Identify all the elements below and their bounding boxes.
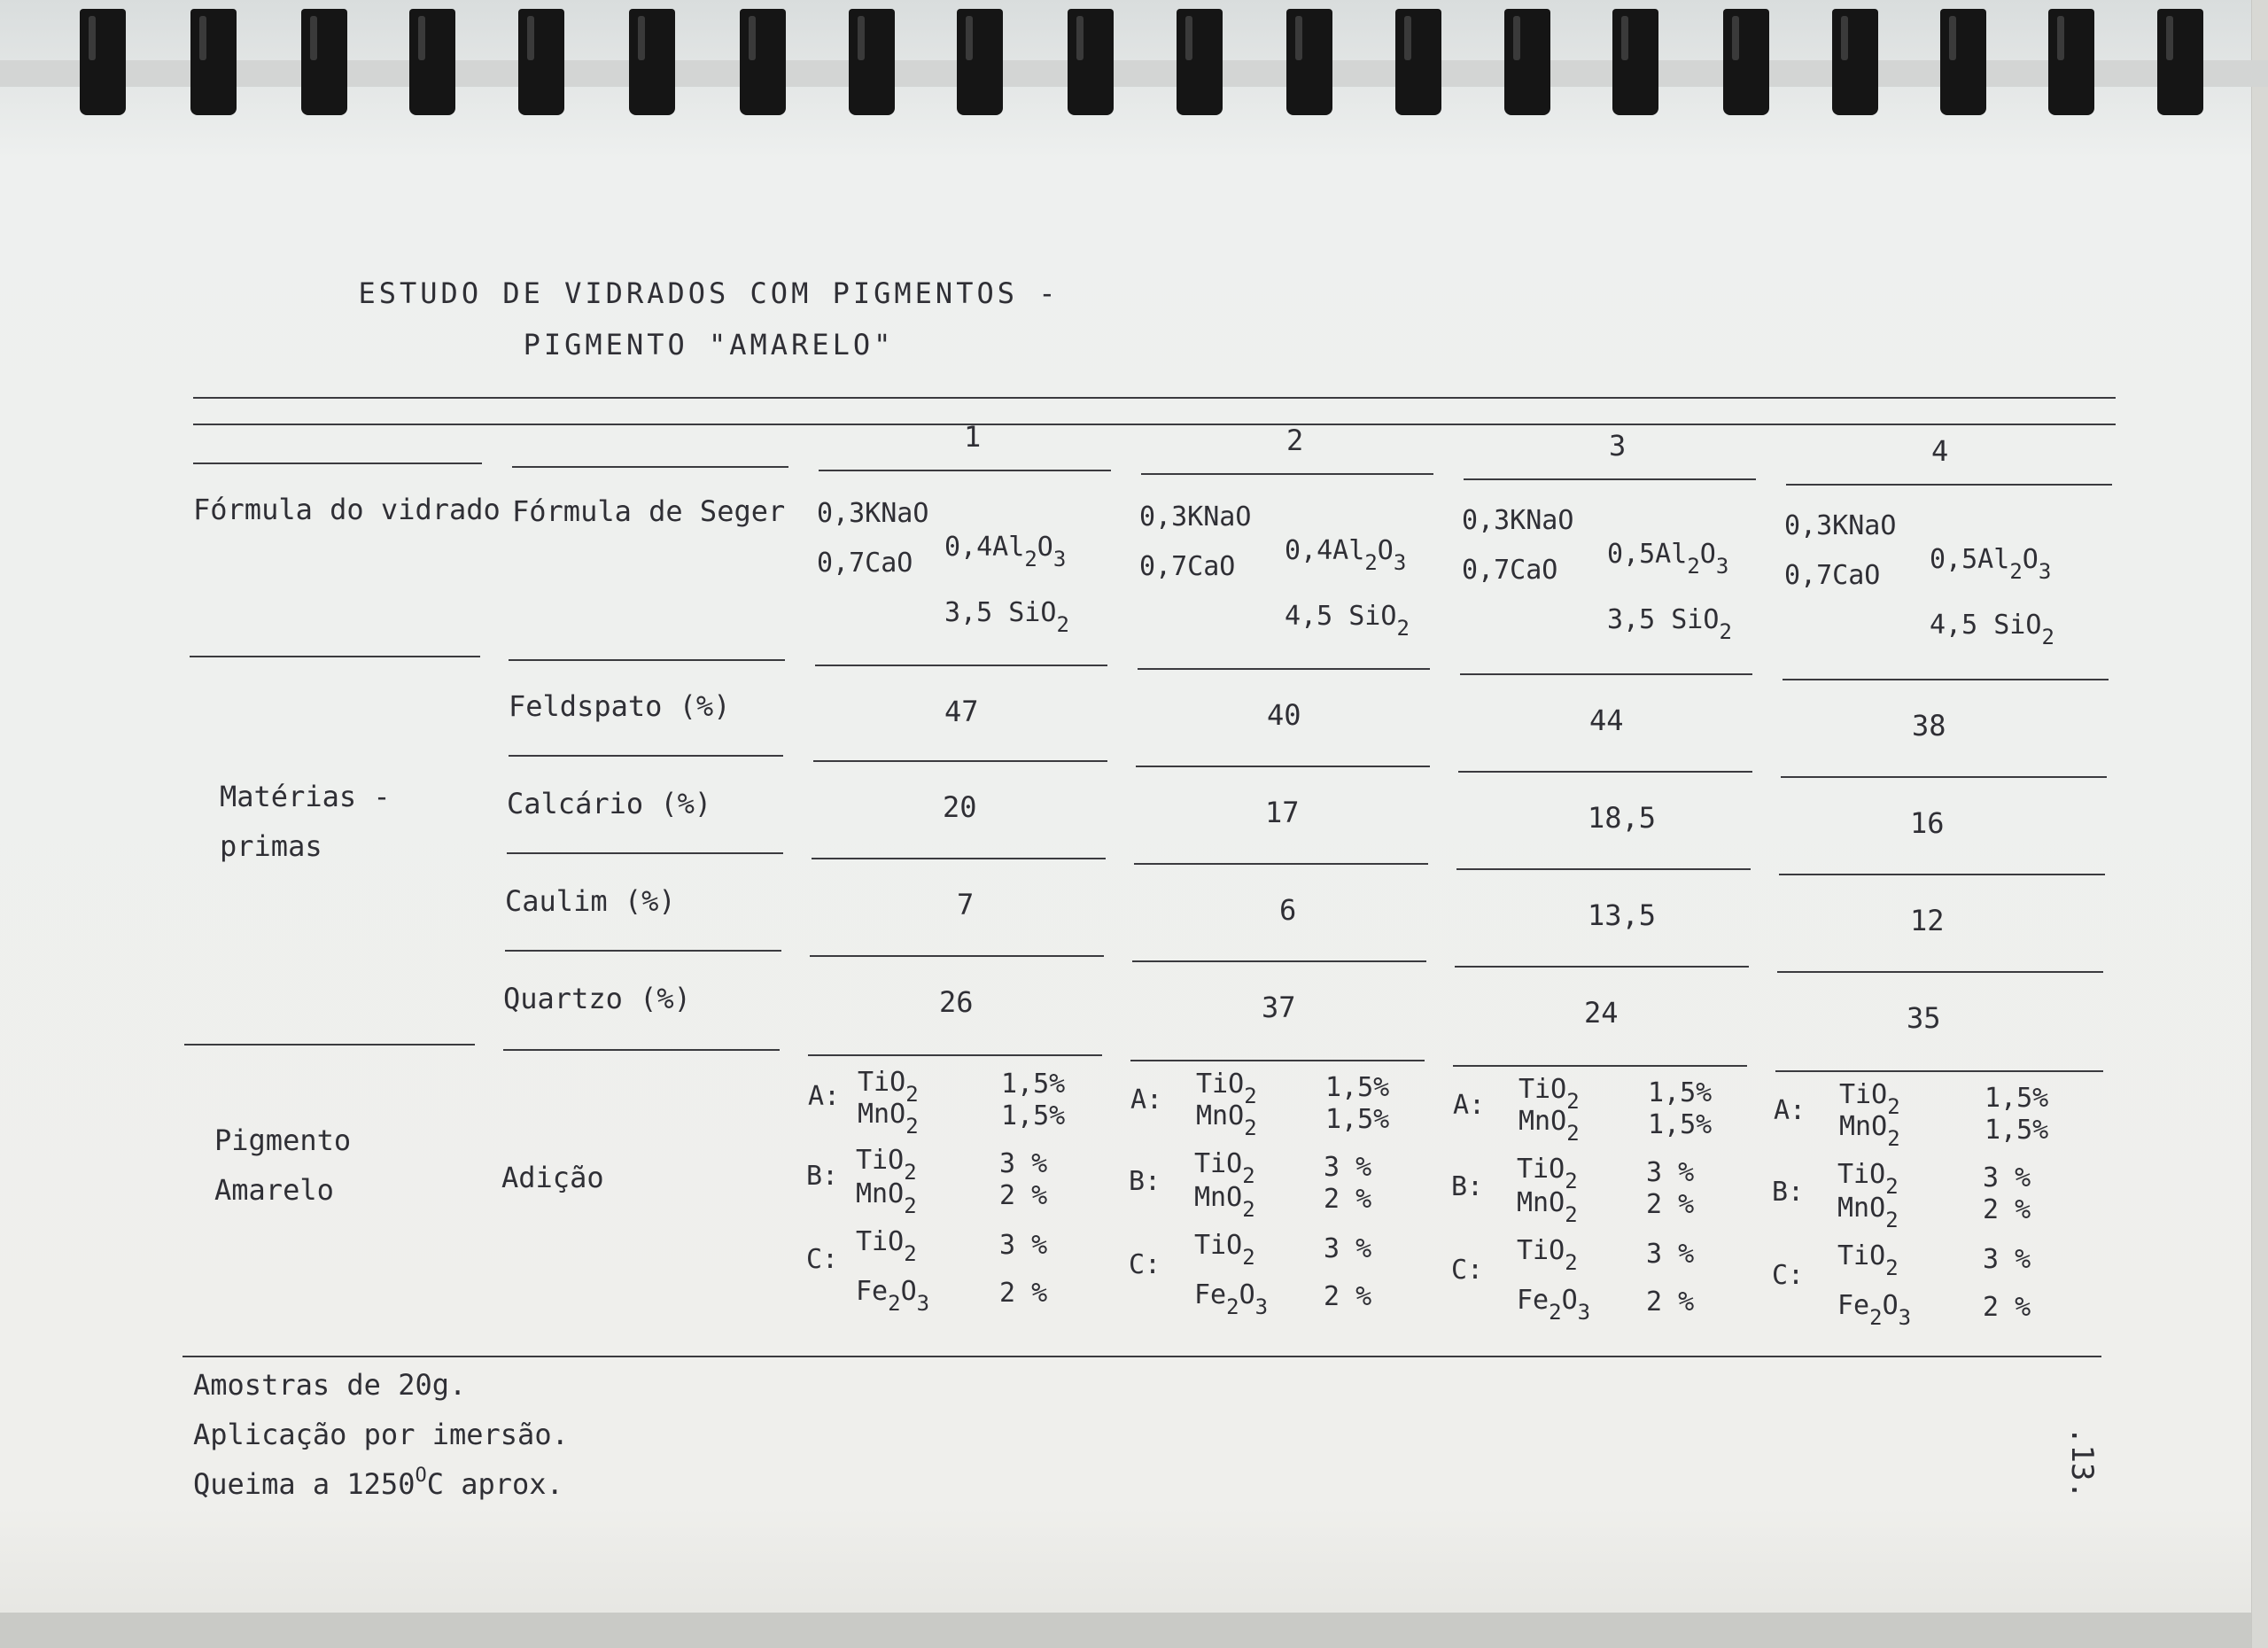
adicao-c-label-1: C: bbox=[806, 1244, 839, 1275]
adicao-c-label-4: C: bbox=[1772, 1260, 1805, 1291]
calcario-4: 16 bbox=[1910, 806, 1945, 840]
header-rule bbox=[512, 466, 788, 468]
note-queima: Queima a $1250^OC$ aprox. bbox=[193, 1465, 563, 1501]
section-rule bbox=[808, 1054, 1102, 1056]
adicao-b-mn-pct-3: 2 % bbox=[1646, 1189, 1695, 1220]
seger-al-3: $0,5Al_2O_3$ bbox=[1607, 539, 1729, 579]
adicao-a-ti-pct-4: 1,5% bbox=[1984, 1083, 2049, 1114]
adicao-a-mn-2: MnO$_2$ bbox=[1196, 1100, 1257, 1140]
row-rule bbox=[505, 950, 781, 952]
column-header-2: 2 bbox=[1286, 424, 1304, 457]
adicao-b-mn-2: MnO$_2$ bbox=[1194, 1182, 1255, 1222]
binding-ring bbox=[1723, 9, 1769, 115]
row-rule bbox=[815, 665, 1107, 666]
adicao-b-mn-3: MnO$_2$ bbox=[1517, 1187, 1578, 1227]
calcario-3: 18,5 bbox=[1588, 801, 1657, 835]
seger-al-4: $0,5Al_2O_3$ bbox=[1930, 544, 2052, 584]
label-formula-vidrado: Fórmula do vidrado bbox=[193, 493, 501, 526]
adicao-c-fe-pct-4: 2 % bbox=[1983, 1292, 2031, 1323]
row-rule bbox=[1134, 863, 1428, 865]
section-rule bbox=[1453, 1065, 1747, 1067]
seger-kna-1: 0,3KNaO bbox=[817, 498, 929, 529]
row-rule bbox=[813, 760, 1107, 762]
adicao-b-label-1: B: bbox=[806, 1161, 839, 1192]
adicao-a-mn-1: MnO$_2$ bbox=[858, 1099, 919, 1139]
adicao-a-mn-pct-2: 1,5% bbox=[1325, 1104, 1390, 1135]
row-rule bbox=[1777, 971, 2103, 973]
row-rule bbox=[812, 858, 1106, 859]
adicao-c-ti-pct-1: 3 % bbox=[999, 1230, 1048, 1261]
binding-ring bbox=[2048, 9, 2094, 115]
seger-cao-2: 0,7CaO bbox=[1139, 551, 1236, 582]
adicao-a-ti-pct-2: 1,5% bbox=[1325, 1072, 1390, 1103]
binding-ring bbox=[301, 9, 347, 115]
table-bottom-rule bbox=[183, 1356, 2101, 1357]
section-rule bbox=[184, 1044, 475, 1046]
header-rule bbox=[819, 470, 1111, 471]
calcario-1: 20 bbox=[943, 790, 977, 824]
adicao-c-fe-3: $Fe_2O_3$ bbox=[1517, 1285, 1591, 1325]
seger-al-2: $0,4Al_2O_3$ bbox=[1285, 535, 1407, 575]
adicao-c-ti-pct-4: 3 % bbox=[1983, 1244, 2031, 1275]
row-rule bbox=[1138, 668, 1430, 670]
seger-cao-4: 0,7CaO bbox=[1784, 560, 1881, 591]
row-rule bbox=[507, 852, 783, 854]
label-materias-line2: primas bbox=[220, 829, 322, 863]
feldspato-4: 38 bbox=[1912, 709, 1946, 742]
adicao-a-ti-2: TiO$_2$ bbox=[1196, 1069, 1257, 1108]
feldspato-3: 44 bbox=[1589, 704, 1624, 737]
adicao-b-ti-4: TiO$_2$ bbox=[1837, 1159, 1899, 1199]
binding-ring bbox=[740, 9, 786, 115]
adicao-a-mn-pct-4: 1,5% bbox=[1984, 1115, 2049, 1146]
row-rule bbox=[1132, 960, 1426, 962]
caulim-4: 12 bbox=[1910, 904, 1945, 937]
label-quartzo: Quartzo (%) bbox=[503, 982, 691, 1015]
label-caulim: Caulim (%) bbox=[505, 884, 676, 918]
row-rule bbox=[1456, 868, 1751, 870]
adicao-b-ti-pct-2: 3 % bbox=[1324, 1152, 1372, 1183]
page-bottom-shadow bbox=[0, 1613, 2268, 1648]
page-title-line2: PIGMENTO "AMARELO" bbox=[523, 328, 895, 361]
adicao-c-fe-pct-2: 2 % bbox=[1324, 1281, 1372, 1312]
row-rule bbox=[1783, 679, 2109, 680]
row-rule bbox=[1455, 966, 1749, 968]
adicao-a-ti-3: TiO$_2$ bbox=[1518, 1074, 1580, 1114]
adicao-b-label-4: B: bbox=[1772, 1177, 1805, 1208]
adicao-c-label-3: C: bbox=[1451, 1255, 1484, 1286]
seger-cao-1: 0,7CaO bbox=[817, 548, 913, 579]
binding-ring bbox=[409, 9, 455, 115]
label-pigmento-line2: Amarelo bbox=[214, 1173, 334, 1207]
label-calcario: Calcário (%) bbox=[507, 787, 712, 820]
adicao-a-mn-4: MnO$_2$ bbox=[1839, 1111, 1900, 1151]
adicao-c-ti-2: TiO$_2$ bbox=[1194, 1230, 1255, 1270]
quartzo-3: 24 bbox=[1584, 996, 1619, 1030]
binding-ring bbox=[849, 9, 895, 115]
adicao-b-ti-pct-4: 3 % bbox=[1983, 1162, 2031, 1193]
binding-ring bbox=[1286, 9, 1332, 115]
feldspato-2: 40 bbox=[1267, 698, 1301, 732]
seger-si-3: 3,5 SiO$_2$ bbox=[1607, 604, 1732, 644]
adicao-b-label-3: B: bbox=[1451, 1171, 1484, 1202]
section-rule bbox=[1130, 1060, 1425, 1061]
binding-ring bbox=[2157, 9, 2203, 115]
note-amostras: Amostras de 20g. bbox=[193, 1368, 467, 1402]
header-rule bbox=[1786, 484, 2112, 486]
binding-ring bbox=[190, 9, 237, 115]
binding-ring bbox=[1504, 9, 1550, 115]
binding-ring bbox=[1940, 9, 1986, 115]
binding-ring bbox=[1612, 9, 1658, 115]
column-header-3: 3 bbox=[1609, 429, 1627, 463]
adicao-c-fe-pct-1: 2 % bbox=[999, 1278, 1048, 1309]
adicao-c-fe-4: $Fe_2O_3$ bbox=[1837, 1290, 1912, 1330]
seger-si-2: 4,5 SiO$_2$ bbox=[1285, 601, 1410, 641]
adicao-a-label-2: A: bbox=[1130, 1084, 1163, 1116]
section-rule bbox=[503, 1049, 780, 1051]
adicao-c-ti-pct-3: 3 % bbox=[1646, 1239, 1695, 1270]
column-header-4: 4 bbox=[1931, 434, 1949, 468]
adicao-b-ti-3: TiO$_2$ bbox=[1517, 1154, 1578, 1193]
section-rule bbox=[1775, 1070, 2103, 1072]
seger-kna-3: 0,3KNaO bbox=[1462, 505, 1574, 536]
adicao-b-mn-1: MnO$_2$ bbox=[856, 1178, 917, 1218]
label-pigmento-line1: Pigmento bbox=[214, 1123, 352, 1157]
adicao-c-fe-2: $Fe_2O_3$ bbox=[1194, 1279, 1269, 1319]
binding-ring bbox=[1177, 9, 1223, 115]
adicao-c-ti-pct-2: 3 % bbox=[1324, 1233, 1372, 1264]
row-rule bbox=[509, 659, 785, 661]
binding-ring bbox=[518, 9, 564, 115]
seger-kna-2: 0,3KNaO bbox=[1139, 501, 1252, 532]
header-rule bbox=[1464, 478, 1756, 480]
adicao-b-ti-1: TiO$_2$ bbox=[856, 1145, 917, 1185]
page-title-line1: ESTUDO DE VIDRADOS COM PIGMENTOS - bbox=[358, 276, 1060, 310]
label-formula-seger: Fórmula de Seger bbox=[512, 494, 786, 528]
note-aplicacao: Aplicação por imersão. bbox=[193, 1418, 569, 1451]
binding-ring bbox=[629, 9, 675, 115]
binding-ring bbox=[1068, 9, 1114, 115]
adicao-c-fe-1: $Fe_2O_3$ bbox=[856, 1276, 930, 1316]
adicao-c-label-2: C: bbox=[1129, 1249, 1161, 1280]
binding-ring bbox=[957, 9, 1003, 115]
adicao-a-mn-3: MnO$_2$ bbox=[1518, 1106, 1580, 1146]
row-rule bbox=[1460, 673, 1752, 675]
feldspato-1: 47 bbox=[944, 695, 979, 728]
seger-si-4: 4,5 SiO$_2$ bbox=[1930, 610, 2054, 649]
binding-ring bbox=[80, 9, 126, 115]
spiral-binding bbox=[0, 0, 2268, 151]
row-rule bbox=[1458, 771, 1752, 773]
adicao-b-mn-4: MnO$_2$ bbox=[1837, 1193, 1899, 1232]
binding-ring bbox=[1395, 9, 1441, 115]
adicao-a-ti-4: TiO$_2$ bbox=[1839, 1079, 1900, 1119]
caulim-1: 7 bbox=[957, 888, 975, 921]
adicao-a-ti-pct-1: 1,5% bbox=[1001, 1069, 1066, 1100]
adicao-b-ti-2: TiO$_2$ bbox=[1194, 1148, 1255, 1188]
adicao-a-mn-pct-1: 1,5% bbox=[1001, 1100, 1066, 1131]
seger-si-1: 3,5 SiO$_2$ bbox=[944, 597, 1069, 637]
quartzo-2: 37 bbox=[1262, 991, 1296, 1024]
caulim-2: 6 bbox=[1279, 893, 1297, 927]
seger-al-1: $0,4Al_2O_3$ bbox=[944, 532, 1067, 571]
table-top-rule-2 bbox=[193, 424, 2116, 425]
caulim-3: 13,5 bbox=[1588, 898, 1657, 932]
adicao-c-fe-pct-3: 2 % bbox=[1646, 1287, 1695, 1318]
quartzo-4: 35 bbox=[1907, 1001, 1941, 1035]
row-rule bbox=[1779, 874, 2105, 875]
row-rule bbox=[190, 656, 480, 657]
seger-kna-4: 0,3KNaO bbox=[1784, 510, 1897, 541]
calcario-2: 17 bbox=[1265, 796, 1300, 829]
row-rule bbox=[810, 955, 1104, 957]
page-right-edge bbox=[2251, 0, 2268, 1648]
adicao-b-label-2: B: bbox=[1129, 1166, 1161, 1197]
quartzo-1: 26 bbox=[939, 985, 974, 1019]
row-rule bbox=[1781, 776, 2107, 778]
row-rule bbox=[509, 755, 783, 757]
adicao-c-ti-1: TiO$_2$ bbox=[856, 1226, 917, 1266]
adicao-a-ti-pct-3: 1,5% bbox=[1648, 1077, 1713, 1108]
header-rule bbox=[1141, 473, 1433, 475]
adicao-c-ti-4: TiO$_2$ bbox=[1837, 1240, 1899, 1280]
adicao-b-mn-pct-1: 2 % bbox=[999, 1180, 1048, 1211]
label-materias-line1: Matérias - bbox=[220, 780, 391, 813]
adicao-a-label-3: A: bbox=[1453, 1090, 1486, 1121]
label-adicao: Adição bbox=[501, 1161, 604, 1194]
adicao-a-mn-pct-3: 1,5% bbox=[1648, 1109, 1713, 1140]
adicao-a-label-4: A: bbox=[1774, 1095, 1806, 1126]
adicao-a-ti-1: TiO$_2$ bbox=[858, 1067, 919, 1107]
column-header-1: 1 bbox=[964, 420, 982, 454]
adicao-c-ti-3: TiO$_2$ bbox=[1517, 1235, 1578, 1275]
row-rule bbox=[1136, 766, 1430, 767]
adicao-b-ti-pct-3: 3 % bbox=[1646, 1157, 1695, 1188]
header-rule bbox=[193, 463, 482, 464]
page-number: .13. bbox=[2064, 1426, 2100, 1499]
adicao-b-ti-pct-1: 3 % bbox=[999, 1148, 1048, 1179]
adicao-a-label-1: A: bbox=[808, 1081, 841, 1112]
binding-ring bbox=[1832, 9, 1878, 115]
seger-cao-3: 0,7CaO bbox=[1462, 555, 1558, 586]
table-top-rule bbox=[193, 397, 2116, 399]
label-feldspato: Feldspato (%) bbox=[509, 689, 731, 723]
adicao-b-mn-pct-2: 2 % bbox=[1324, 1184, 1372, 1215]
adicao-b-mn-pct-4: 2 % bbox=[1983, 1194, 2031, 1225]
